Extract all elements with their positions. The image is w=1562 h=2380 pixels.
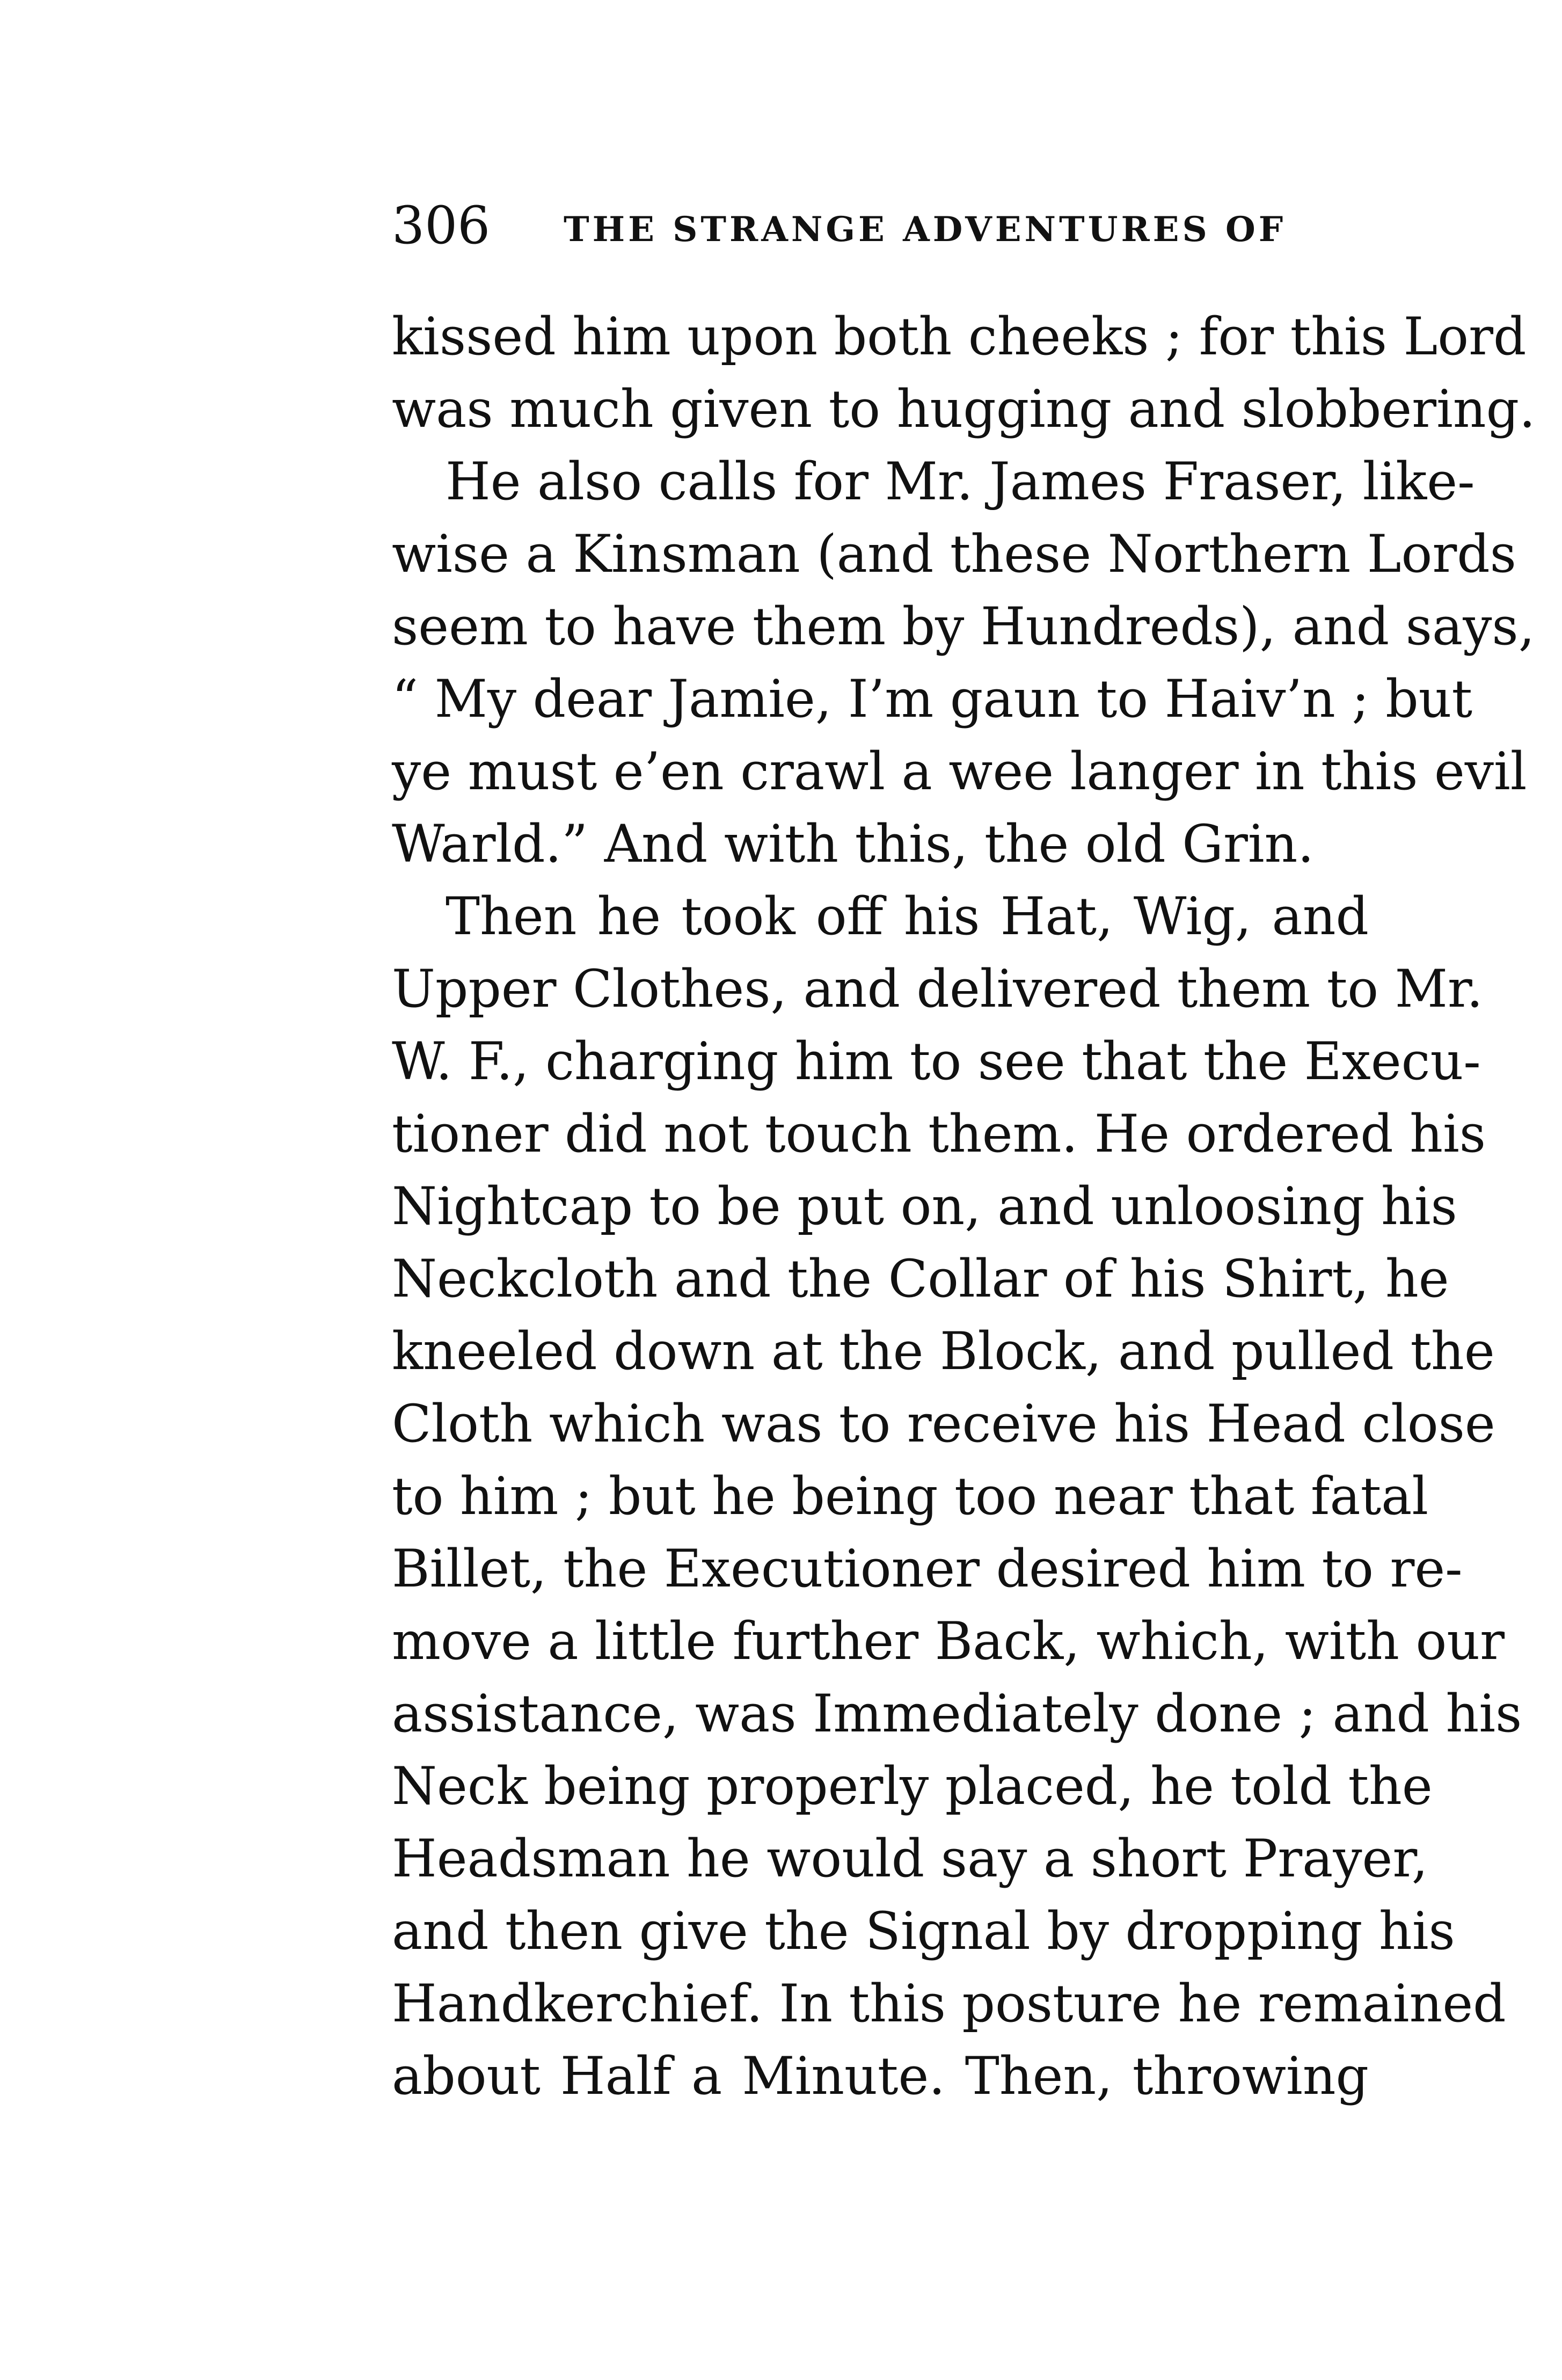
text-line: “ My dear Jamie, I’m gaun to Haiv’n ; but <box>392 669 1473 729</box>
text-line: Nightcap to be put on, and unloosing his <box>392 1176 1457 1236</box>
text-line: Headsman he would say a short Prayer, <box>392 1829 1428 1889</box>
text-line: kneeled down at the Block, and pulled the <box>392 1321 1495 1381</box>
text-line: wise a Kinsman (and these Northern Lords <box>392 524 1516 584</box>
text-line: Upper Clothes, and delivered them to Mr. <box>392 959 1483 1019</box>
text-line: Neckcloth and the Collar of his Shirt, he <box>392 1249 1449 1309</box>
text-line: Handkerchief. In this posture he remained <box>392 1974 1506 2034</box>
text-line: Neck being properly placed, he told the <box>392 1756 1433 1816</box>
text-line: seem to have them by Hundreds), and says, <box>392 596 1535 657</box>
page-number: 306 <box>392 195 491 256</box>
text-line: Warld.” And with this, the old Grin. <box>392 814 1314 874</box>
text-line: W. F., charging him to see that the Execu- <box>392 1031 1481 1091</box>
text-line: move a little further Back, which, with our <box>392 1611 1505 1671</box>
running-head <box>392 193 1358 258</box>
text-line: Billet, the Executioner desired him to re- <box>392 1539 1463 1599</box>
text-line: assistance, was Immediately done ; and his <box>392 1684 1522 1744</box>
text-line: about Half a Minute. Then, throwing <box>392 2046 1369 2106</box>
text-line: Cloth which was to receive his Head close <box>392 1394 1495 1454</box>
text-line: to him ; but he being too near that fatal <box>392 1466 1429 1526</box>
text-line: was much given to hugging and slobbering. <box>392 379 1536 439</box>
text-line: He also calls for Mr. James Fraser, like- <box>446 452 1475 512</box>
text-line: and then give the Signal by dropping his <box>392 1901 1455 1961</box>
text-line: ye must e’en crawl a wee langer in this evil <box>392 741 1527 802</box>
running-title: THE STRANGE ADVENTURES OF <box>564 209 1287 250</box>
text-line: Then he took off his Hat, Wig, and <box>446 886 1369 947</box>
text-line: tioner did not touch them. He ordered his <box>392 1104 1486 1164</box>
text-line: kissed him upon both cheeks ; for this Lord <box>392 307 1527 367</box>
